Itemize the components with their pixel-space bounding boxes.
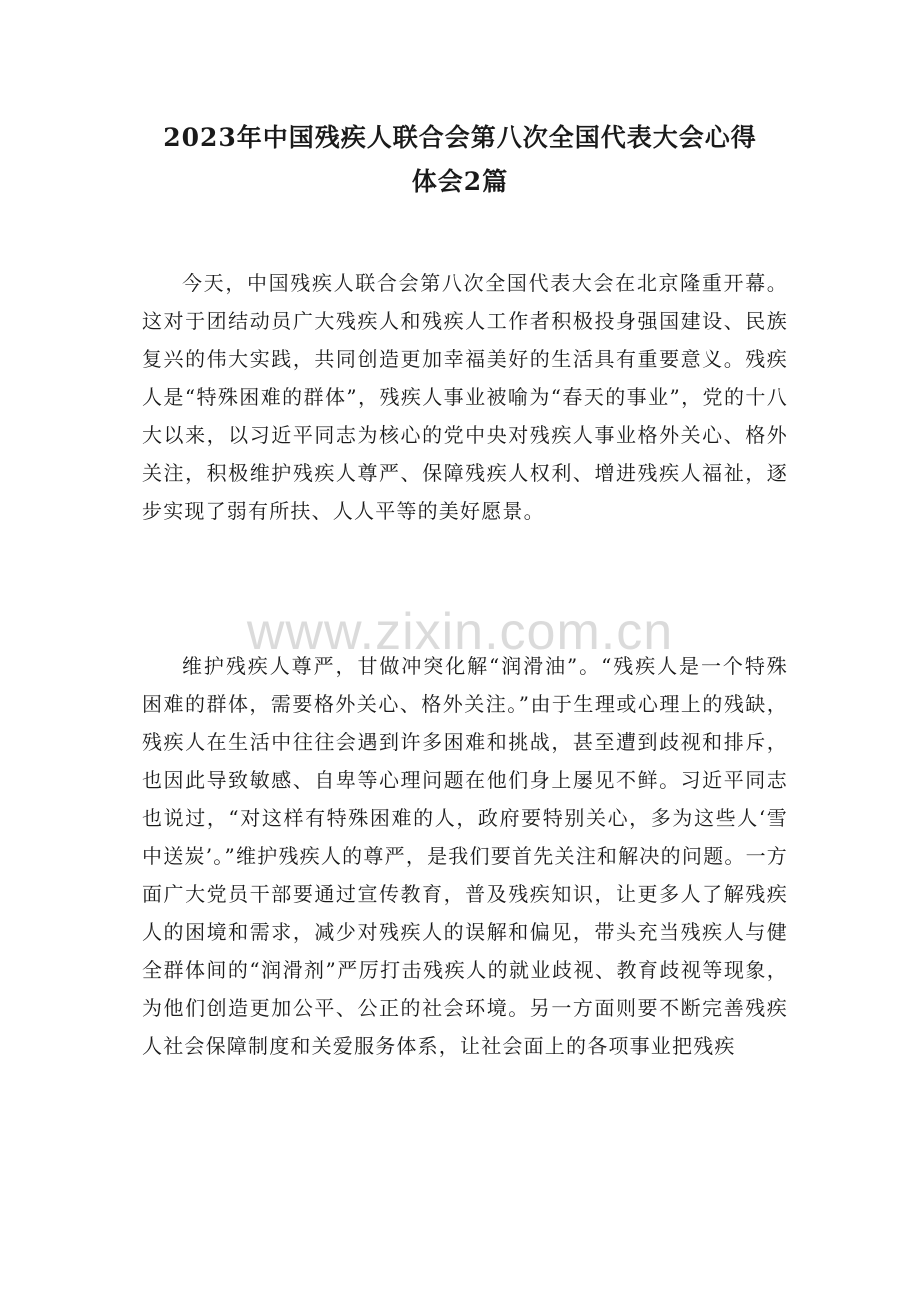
paragraph-2: 维护残疾人尊严，甘做冲突化解“润滑油”。“残疾人是一个特殊困难的群体，需要格外关心、格外关注。”由于生理或心理上的残缺，残疾人在生活中往往会遇到许多困难和挑战，甚至遭到歧视和排斥，也因此导致敏感、自卑等心理问题在他们身上屡见不鲜。习近平同志也说过，“对这样有特殊困难的人，政府要特别关心，多为这些人‘雪中送炭’。”维护残疾人的尊严，是我们要首先关注和解决的问题。一方面广大党员干部要通过宣传教育，普及残疾知识，让更多人了解残疾人的困境和需求，减少对残疾人的误解和偏见，带头充当残疾人与健全群体间的“润滑剂”严厉打击残疾人的就业歧视、教育歧视等现象，为他们创造更加公平、公正的社会环境。另一方面则要不断完善残疾人社会保障制度和关爱服务体系，让社会面上的各项事业把残疾 <box>142 654 788 1058</box>
title-line-2: 体会2篇 <box>411 167 509 196</box>
title-line-1: 2023年中国残疾人联合会第八次全国代表大会心得 <box>163 123 757 152</box>
paragraph-1: 今天，中国残疾人联合会第八次全国代表大会在北京隆重开幕。这对于团结动员广大残疾人和残疾人工作者积极投身强国建设、民族复兴的伟大实践，共同创造更加幸福美好的生活具有重要意义。残疾人是“特殊困难的群体”，残疾人事业被喻为“春天的事业”，党的十八大以来，以习近平同志为核心的党中央对残疾人事业格外关心、格外关注，积极维护残疾人尊严、保障残疾人权利、增进残疾人福祉，逐步实现了弱有所扶、人人平等的美好愿景。 <box>142 271 788 523</box>
document-title <box>80 116 840 204</box>
watermark: www.zixin.com.cn <box>246 603 674 661</box>
